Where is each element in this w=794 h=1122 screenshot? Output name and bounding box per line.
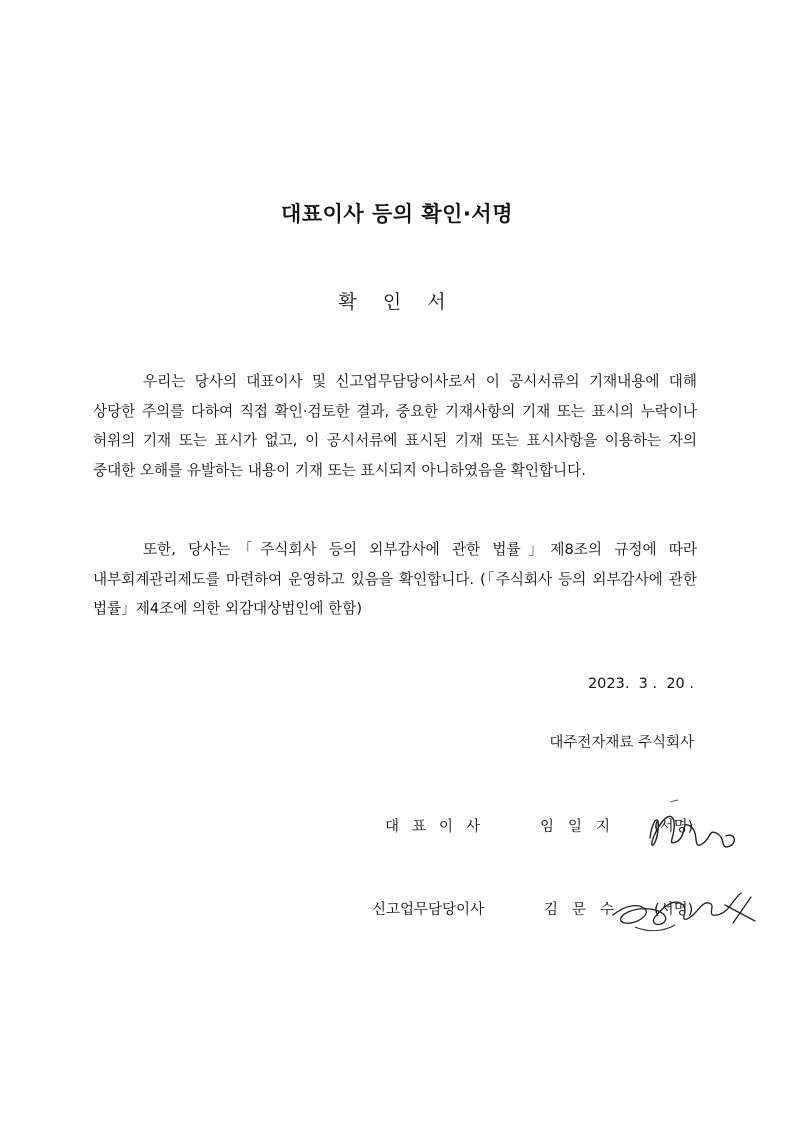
handwritten-signature-reporting-officer	[605, 875, 765, 945]
document-date: 2023. 3 . 20 .	[587, 676, 694, 692]
signature-label-reporting-officer: (서명)	[654, 902, 694, 918]
company-name: 대주전자재료 주식회사	[549, 735, 694, 751]
handwritten-signature-ceo	[630, 790, 750, 870]
signature-label-ceo: (서명)	[654, 819, 694, 835]
document-subtitle: 확 인 서	[338, 291, 456, 313]
signatory-role-ceo: 대표이사	[385, 819, 494, 835]
signatory-name-ceo: 임일지	[540, 819, 625, 835]
confirmation-paragraph: 우리는 당사의 대표이사 및 신고업무담당이사로서 이 공시서류의 기재내용에 대해 상당한 주의를 다하여 직접 확인·검토한 결과, 중요한 기재사항의 기재 또는 표시의 누락이나 허위의 기재 또는 표시가 없고, 이 공시서류에 표시된 기재 또는 표시사항을 이용하는 자의 중대한 오해를 유발하는 내용이 기재 또는 표시되지 아니하였음을 확인합니다.	[93, 373, 697, 479]
signatory-name-reporting-officer: 김문수	[544, 902, 629, 918]
internal-control-paragraph: 또한, 당사는「주식회사 등의 외부감사에 관한 법률」제8조의 규정에 따라 내부회계관리제도를 마련하여 운영하고 있음을 확인합니다. (「주식회사 등의 외부감사에 관한 법률」제4조에 의한 외감대상법인에 한함)	[93, 541, 697, 617]
signatory-role-reporting-officer: 신고업무담당이사	[372, 902, 485, 918]
document-title: 대표이사 등의 확인·서명	[281, 202, 513, 226]
